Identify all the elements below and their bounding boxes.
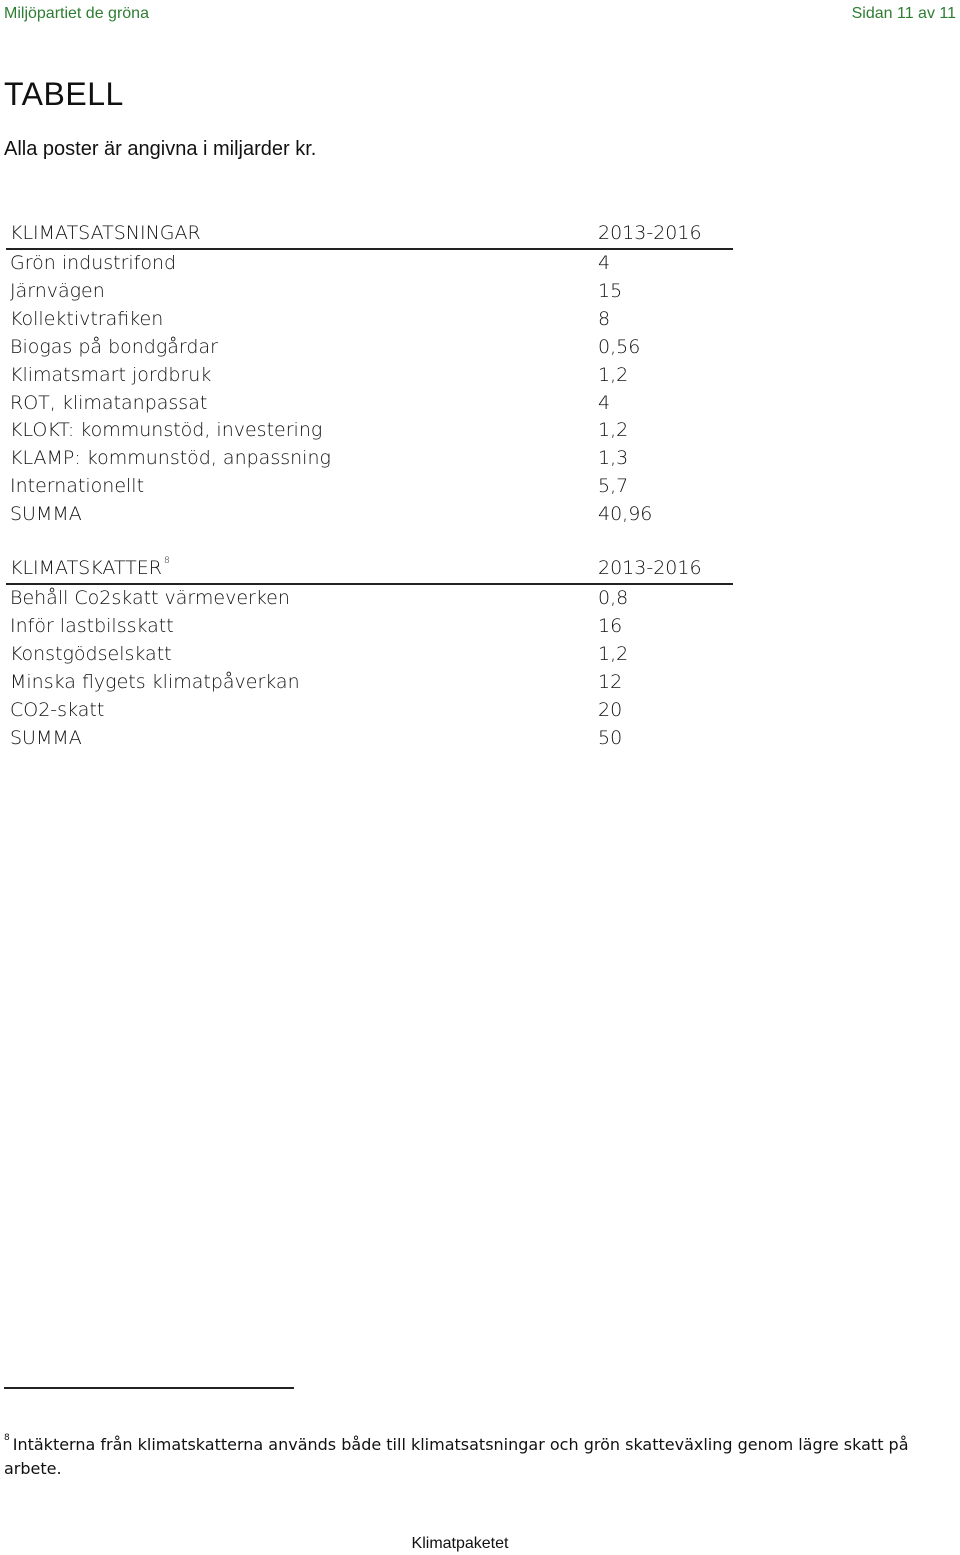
row-label: Kollektivtrafiken xyxy=(10,307,164,330)
row-label: Klimatsmart jordbruk xyxy=(10,363,212,386)
row-value: 4 xyxy=(598,252,611,274)
table-row xyxy=(6,417,733,445)
row-label: CO2-skatt xyxy=(10,698,105,721)
row-value: 1,3 xyxy=(598,447,629,470)
row-label: Biogas på bondgårdar xyxy=(10,335,218,358)
row-label: Behåll Co2skatt värmeverken xyxy=(10,587,290,609)
table-heading: KLIMATSATSNINGAR xyxy=(6,220,598,249)
row-value: 20 xyxy=(598,698,623,721)
table-heading-cell xyxy=(6,555,598,584)
row-value: 1,2 xyxy=(598,363,629,386)
page-title: TABELL xyxy=(4,76,124,112)
row-label: Internationellt xyxy=(10,475,145,498)
row-value: 15 xyxy=(598,279,623,302)
table-row xyxy=(6,390,733,418)
row-label: KLAMP: kommunstöd, anpassning xyxy=(10,447,331,470)
table-row xyxy=(6,306,733,334)
page-header-left: Miljöpartiet de gröna xyxy=(4,5,149,22)
table-row xyxy=(6,362,733,390)
table-row xyxy=(6,613,733,641)
table-row xyxy=(6,584,733,613)
row-value: 4 xyxy=(598,391,611,414)
row-value: 5,7 xyxy=(598,475,629,498)
row-value: 0,8 xyxy=(598,587,629,609)
footnote-number: 8 xyxy=(4,1432,10,1443)
table-row xyxy=(6,334,733,362)
table-row xyxy=(6,445,733,473)
page-subtitle: Alla poster är angivna i miljarder kr. xyxy=(4,138,317,160)
footnote-reference: 8 xyxy=(163,555,170,566)
table-heading: KLIMATSKATTER xyxy=(10,557,162,580)
table-header-row xyxy=(6,555,733,584)
row-value: 0,56 xyxy=(598,335,641,358)
table-row xyxy=(6,669,733,697)
row-value: 16 xyxy=(598,614,623,637)
table-row xyxy=(6,278,733,306)
row-value: 8 xyxy=(598,307,611,330)
row-label: KLOKT: kommunstöd, investering xyxy=(10,419,323,442)
row-label: SUMMA xyxy=(10,503,82,526)
row-label: Grön industrifond xyxy=(10,252,177,274)
row-value: 50 xyxy=(598,726,623,749)
page-footer: Klimatpaketet xyxy=(411,1535,509,1552)
table-header-row xyxy=(6,220,733,249)
table-row xyxy=(6,249,733,278)
table-total-row xyxy=(6,501,733,529)
table-total-row xyxy=(6,725,733,753)
climate-taxes-table xyxy=(6,555,733,752)
table-period: 2013-2016 xyxy=(598,555,733,584)
row-label: ROT, klimatanpassat xyxy=(10,391,208,414)
row-label: SUMMA xyxy=(10,726,82,749)
footnote-divider xyxy=(4,1387,294,1389)
row-value: 40,96 xyxy=(598,503,653,526)
table-period: 2013-2016 xyxy=(598,220,733,249)
row-label: Järnvägen xyxy=(10,279,105,302)
table-row xyxy=(6,697,733,725)
climate-investments-table xyxy=(6,220,733,529)
row-label: Minska flygets klimatpåverkan xyxy=(10,670,300,693)
row-label: Inför lastbilsskatt xyxy=(10,614,174,637)
row-value: 1,2 xyxy=(598,642,629,665)
row-label: Konstgödselskatt xyxy=(10,642,172,665)
footnote xyxy=(4,1433,944,1481)
page-number: Sidan 11 av 11 xyxy=(851,5,956,22)
table-row xyxy=(6,641,733,669)
footnote-text: Intäkterna från klimatskatterna används både till klimatsatsningar och grön skatteväxling genom lägre skatt på arbete. xyxy=(4,1435,909,1478)
row-value: 1,2 xyxy=(598,419,629,442)
row-value: 12 xyxy=(598,670,623,693)
table-row xyxy=(6,473,733,501)
